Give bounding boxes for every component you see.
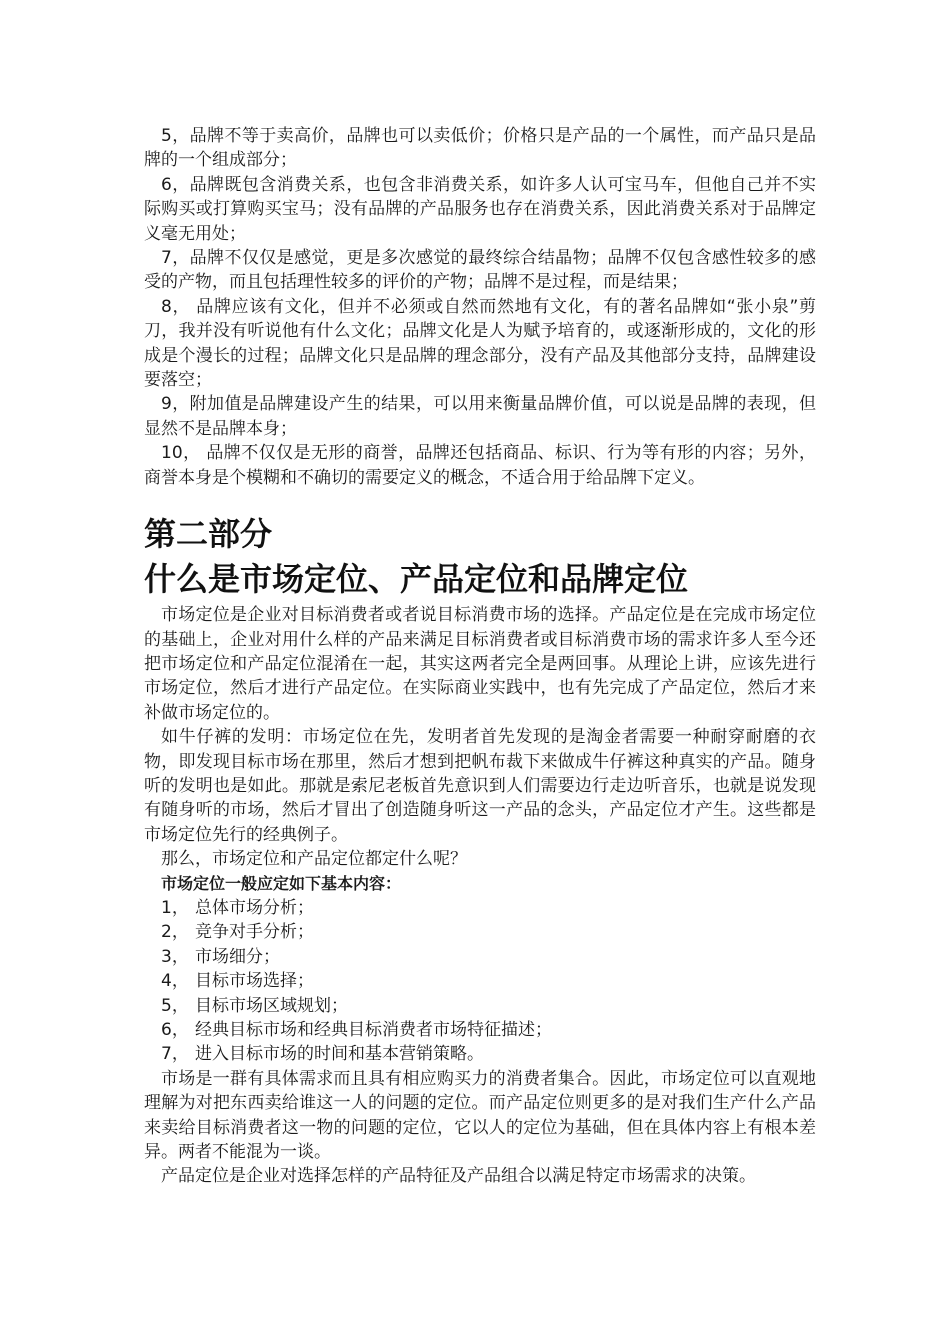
- list-item-text: 目标市场区域规划；: [195, 995, 348, 1016]
- list-item-text: 经典目标市场和经典目标消费者市场特征描述；: [195, 1020, 552, 1040]
- list-item-number: 4，: [161, 971, 189, 992]
- list-item-number: 1，: [161, 897, 189, 918]
- market-positioning-list: [144, 896, 816, 1067]
- list-item-text: 进入目标市场的时间和基本营销策略。: [195, 1044, 484, 1065]
- brand-point-7: 7，品牌不仅仅是感觉，更是多次感觉的最终综合结晶物；品牌不仅包含感性较多的感受的产物，而且包括理性较多的评价的产物；品牌不是过程，而是结果；: [144, 248, 816, 293]
- list-item-text: 目标市场选择；: [195, 971, 314, 992]
- market-positioning-intro: 市场定位是企业对目标消费者或者说目标消费市场的选择。产品定位是在完成市场定位的基础上，企业对用什么样的产品来满足目标消费者或目标消费市场的需求许多人至今还把市场定位和产品定位混淆在一起，其实这两者完全是两回事。从理论上讲，应该先进行市场定位，然后才进行产品定位。在实际商业实践中，也有先完成了产品定位，然后才来补做市场定位的。: [144, 605, 816, 723]
- list-item: [144, 920, 816, 944]
- list-item-text: 竞争对手分析；: [195, 922, 314, 943]
- brand-point-5: 5，品牌不等于卖高价，品牌也可以卖低价；价格只是产品的一个属性，而产品只是品牌的一个组成部分；: [144, 126, 816, 171]
- list-item: [144, 1042, 816, 1066]
- brand-point-9: 9，附加值是品牌建设产生的结果，可以用来衡量品牌价值，可以说是品牌的表现，但显然不是品牌本身；: [144, 394, 816, 439]
- document-page: [144, 124, 816, 1189]
- list-item: [144, 945, 816, 969]
- list-item-number: 2，: [161, 922, 189, 943]
- list-item-number: 5，: [161, 995, 189, 1016]
- list-item-number: 6，: [161, 1020, 189, 1040]
- market-definition-paragraph: 市场是一群有具体需求而且具有相应购买力的消费者集合。因此，市场定位可以直观地理解为对把东西卖给谁这一人的问题的定位。而产品定位则更多的是对我们生产什么产品来卖给目标消费者这一物的问题的定位，它以人的定位为基础，但在具体内容上有根本差异。两者不能混为一谈。: [144, 1068, 816, 1163]
- list-item: [144, 896, 816, 920]
- list-item-text: 总体市场分析；: [195, 897, 314, 918]
- question-paragraph: 那么，市场定位和产品定位都定什么呢？: [161, 849, 467, 870]
- section-heading-part: 第二部分: [144, 515, 273, 554]
- product-positioning-paragraph: 产品定位是企业对选择怎样的产品特征及产品组合以满足特定市场需求的决策。: [161, 1166, 756, 1187]
- list-item-text: 市场细分；: [195, 946, 280, 967]
- jeans-example-paragraph: 如牛仔裤的发明：市场定位在先，发明者首先发现的是淘金者需要一种耐穿耐磨的衣物，即发现目标市场在那里，然后才想到把帆布裁下来做成牛仔裤这种真实的产品。随身听的发明也是如此。那就是索尼老板首先意识到人们需要边行走边听音乐，也就是说发现有随身听的市场，然后才冒出了创造随身听这一产品的念头，产品定位才产生。这些都是市场定位先行的经典例子。: [144, 727, 816, 845]
- list-item: [144, 1018, 816, 1042]
- market-positioning-subheading: 市场定位一般应定如下基本内容：: [161, 873, 402, 893]
- list-item-number: 3，: [161, 946, 189, 967]
- section-heading-title: 什么是市场定位、产品定位和品牌定位: [144, 560, 689, 599]
- list-item: [144, 994, 816, 1018]
- brand-point-6: 6，品牌既包含消费关系，也包含非消费关系，如许多人认可宝马车，但他自己并不实际购买或打算购买宝马；没有品牌的产品服务也存在消费关系，因此消费关系对于品牌定义毫无用处；: [144, 174, 816, 244]
- list-item: [144, 969, 816, 993]
- brand-point-8: 8， 品牌应该有文化，但并不必须或自然而然地有文化，有的著名品牌如“张小泉”剪刀，我并没有听说他有什么文化；品牌文化是人为赋予培育的，或逐渐形成的，文化的形成是个漫长的过程；品牌文化只是品牌的理念部分，没有产品及其他部分支持，品牌建设要落空；: [144, 296, 816, 391]
- list-item-number: 7，: [161, 1044, 189, 1065]
- brand-point-10: 10， 品牌不仅仅是无形的商誉，品牌还包括商品、标识、行为等有形的内容；另外，商誉本身是个模糊和不确切的需要定义的概念，不适合用于给品牌下定义。: [144, 443, 816, 488]
